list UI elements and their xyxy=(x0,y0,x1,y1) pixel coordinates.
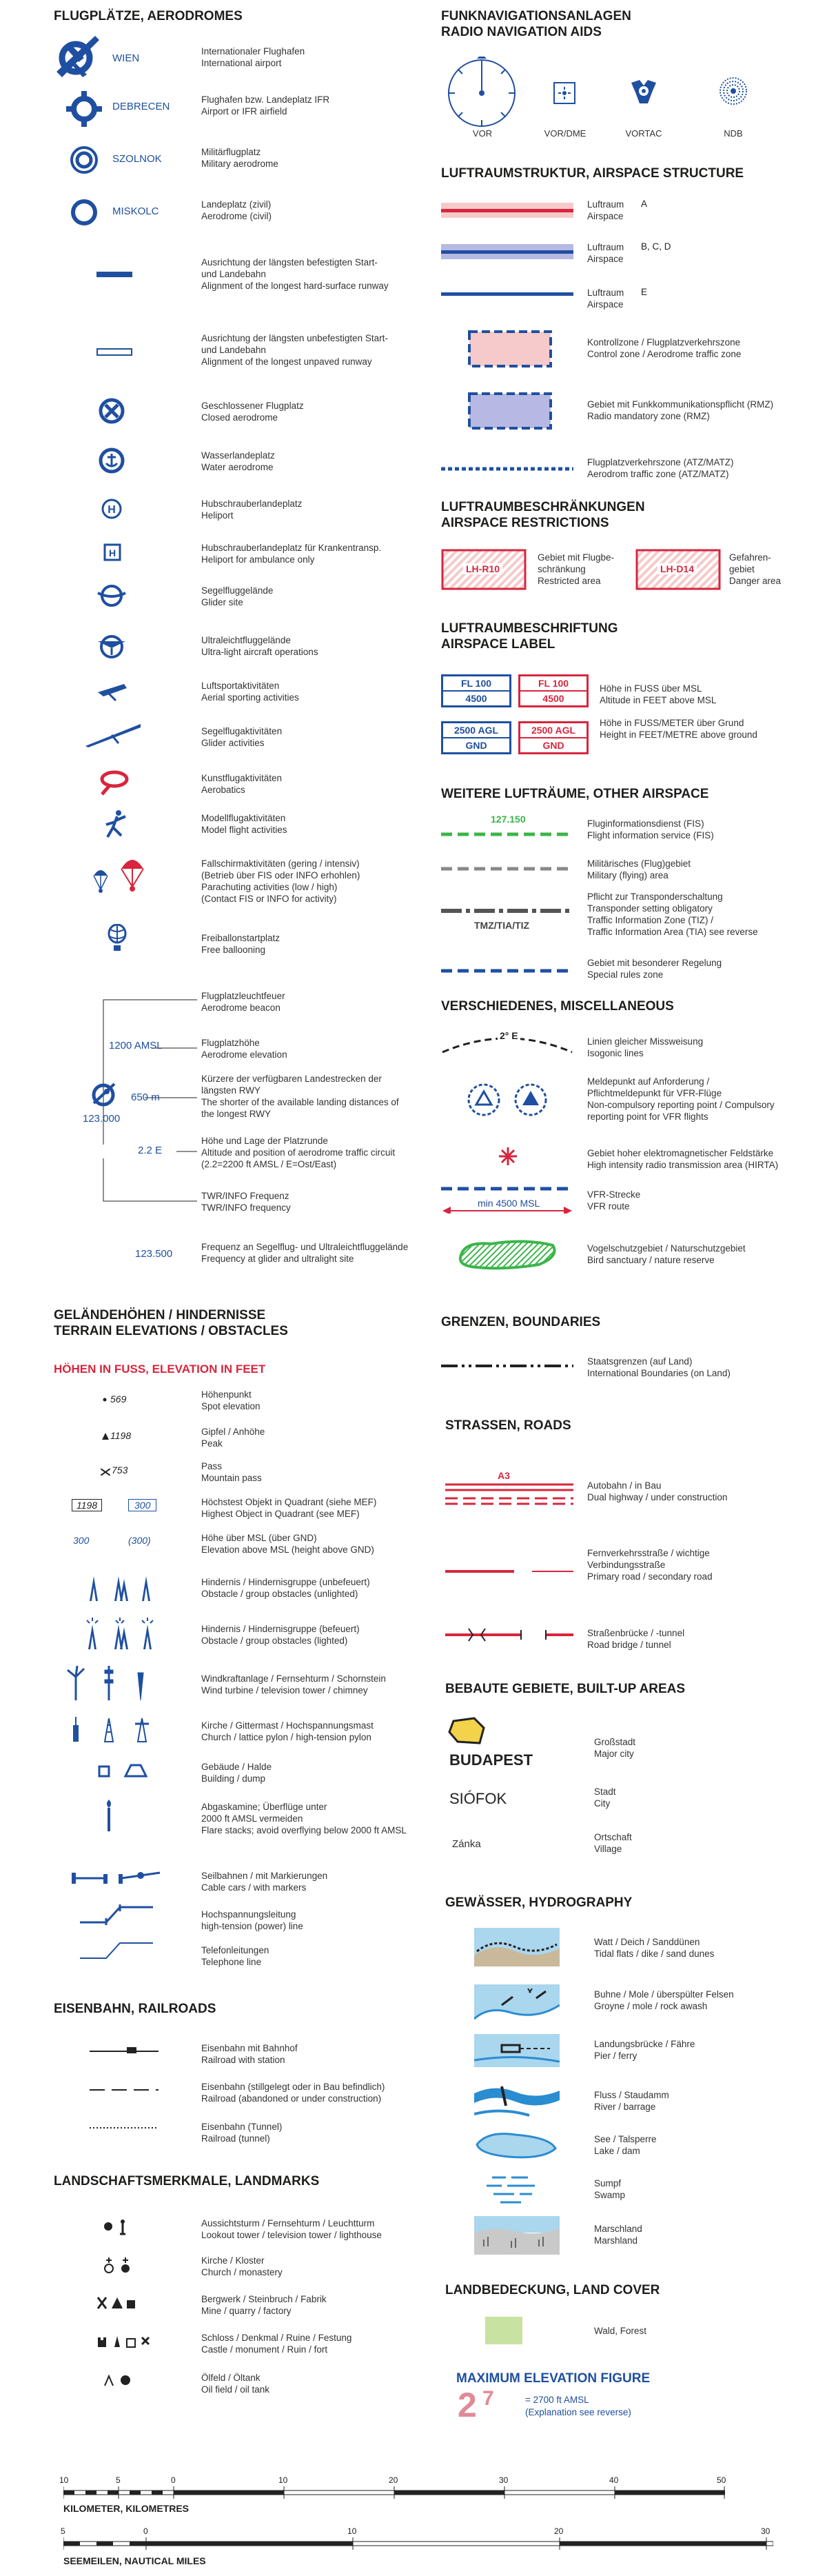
flare-stack-icon xyxy=(103,1800,114,1833)
international-airport-icon xyxy=(48,30,103,85)
castle-monument-icon xyxy=(96,2333,152,2350)
legend-text: Meldepunkt auf Anforderung / Pflichtmeldepunkt für VFR-Flüge Non-compulsory reporting point / Compulsory reporting point for VFR flights xyxy=(587,1076,775,1122)
legend-text: Windkraftanlage / Fernsehturm / Schornstein Wind turbine / television tower / chimney xyxy=(201,1673,386,1695)
legend-text: Kirche / Kloster Church / monastery xyxy=(201,2255,283,2277)
legend-text: Bergwerk / Steinbruch / Fabrik Mine / quarry / factory xyxy=(201,2294,327,2316)
airport-label-debrecen: DEBRECEN xyxy=(112,101,170,112)
legend-text: Seilbahnen / mit Markierungen Cable cars / with markers xyxy=(201,1871,328,1893)
legend-text: Gefahren- gebiet Danger area xyxy=(729,552,782,586)
church-monastery-icon xyxy=(103,2256,138,2275)
legend-text: Fallschirmaktivitäten (gering / intensiv) (Betrieb über FIS oder INFO erhohlen) Parachuting activities (low / high) (Contact FIS or INFO for activity) xyxy=(201,858,360,904)
parachute-icon xyxy=(92,866,109,894)
navaid-label-vordme: VOR/DME xyxy=(544,128,586,139)
section-title-navaids: FUNKNAVIGATIONSANLAGEN RADIO NAVIGATION AIDS xyxy=(441,9,631,39)
nm-scale-bar xyxy=(63,2537,773,2551)
legend-text: Buhne / Mole / überspülter Felsen Groyne / mole / rock awash xyxy=(594,1989,734,2011)
hard-runway-icon xyxy=(96,272,132,279)
airspace-class: E xyxy=(641,287,648,297)
fis-frequency: 127.150 xyxy=(491,814,526,825)
legend-text: Pass Mountain pass xyxy=(201,1461,262,1483)
fl-label-red: FL 100 4500 xyxy=(518,674,589,707)
vor-dme-icon xyxy=(553,81,576,105)
legend-text: Landungsbrücke / Fähre Pier / ferry xyxy=(594,2039,695,2061)
motorway-label: A3 xyxy=(498,1470,510,1481)
legend-text: Segelfluggelände Glider site xyxy=(201,585,274,607)
airport-label-wien: WIEN xyxy=(112,52,140,64)
highest-object-box: 1198 xyxy=(72,1499,102,1511)
legend-text: Modellflugaktivitäten Model flight activities xyxy=(201,813,287,835)
legend-text: Fluss / Staudamm River / barrage xyxy=(594,2090,669,2112)
telephone-line-icon xyxy=(79,1940,154,1961)
legend-text: Eisenbahn (stillgelegt oder in Bau befindlich) Railroad (abandoned or under construction) xyxy=(201,2082,385,2104)
legend-text: Staatsgrenzen (auf Land) International Boundaries (on Land) xyxy=(587,1356,731,1378)
atz-icon xyxy=(441,466,573,472)
civil-aerodrome-icon xyxy=(69,197,99,228)
aerial-sporting-icon xyxy=(96,681,128,703)
legend-text: Watt / Deich / Sanddünen Tidal flats / dike / sand dunes xyxy=(594,1937,715,1959)
legend-text: Wald, Forest xyxy=(594,2326,647,2336)
legend-text: Flugplatzverkehrszone (ATZ/MATZ) Aerodrom traffic zone (ATZ/MATZ) xyxy=(587,457,734,479)
railroad-tunnel-icon xyxy=(90,2125,159,2131)
legend-text: TWR/INFO Frequenz TWR/INFO frequency xyxy=(201,1191,291,1213)
airspace-a-icon xyxy=(441,203,573,219)
airport-label-szolnok: SZOLNOK xyxy=(112,153,162,165)
mountain-pass-icon xyxy=(101,1469,110,1476)
legend-text: See / Talsperre Lake / dam xyxy=(594,2134,657,2156)
dual-highway-icon xyxy=(445,1482,573,1506)
legend-text: Ausrichtung der längsten befestigten Start- und Landebahn Alignment of the longest hard-surface runway xyxy=(201,257,389,291)
major-city-icon xyxy=(447,1717,488,1746)
marshland-icon xyxy=(474,2216,560,2255)
city-name-budapest: BUDAPEST xyxy=(449,1751,533,1769)
boundary-line-icon xyxy=(441,1362,573,1369)
km-tick: 50 xyxy=(717,2475,726,2485)
legend-text: Höhe und Lage der Platzrunde Altitude and position of aerodrome traffic circuit (2.2=2200 ft AMSL / E=Ost/East) xyxy=(201,1136,396,1169)
restricted-area-label: LH-R10 xyxy=(463,563,502,574)
legend-text: Höhe in FUSS über MSL Altitude in FEET above MSL xyxy=(600,683,717,705)
legend-text: Hubschrauberlandeplatz für Krankentransp. Heliport for ambulance only xyxy=(201,543,382,565)
km-scale-bar xyxy=(63,2486,725,2500)
groyne-mole-icon xyxy=(474,1984,560,2020)
agl-label-blue: 2500 AGL GND xyxy=(441,721,511,754)
building-dump-icon xyxy=(98,1762,153,1779)
model-flight-icon xyxy=(102,809,130,840)
section-title-roads: STRASSEN, ROADS xyxy=(445,1418,571,1433)
river-barrage-icon xyxy=(474,2080,560,2121)
section-title-landcover: LANDBEDECKUNG, LAND COVER xyxy=(445,2283,660,2297)
mef-small-digit: 7 xyxy=(482,2387,494,2410)
km-tick: 10 xyxy=(278,2475,288,2485)
nm-scale-label: SEEMEILEN, NAUTICAL MILES xyxy=(63,2555,206,2566)
section-title-terrain: GELÄNDEHÖHEN / HINDERNISSE TERRAIN ELEVATIONS / OBSTACLES xyxy=(54,1308,288,1338)
nm-tick: 10 xyxy=(347,2526,357,2536)
railroad-abandoned-icon xyxy=(90,2086,159,2093)
glider-frequency: 123.500 xyxy=(135,1248,173,1260)
mef-big-digit: 2 xyxy=(458,2386,477,2424)
water-aerodrome-icon xyxy=(98,447,125,474)
aerodrome-elevation: 1200 AMSL xyxy=(109,1040,163,1051)
legend-text: Luftsportaktivitäten Aerial sporting activities xyxy=(201,681,299,703)
legend-text: Sumpf Swamp xyxy=(594,2178,626,2200)
free-balloon-icon xyxy=(108,924,127,953)
legend-text: Flughafen bzw. Landeplatz IFR Airport or IFR airfield xyxy=(201,94,330,117)
legend-text: Hindernis / Hindernisgruppe (befeuert) Obstacle / group obstacles (lighted) xyxy=(201,1624,360,1646)
obstacle-lighted-icon xyxy=(84,1618,160,1651)
peak-icon xyxy=(102,1433,109,1440)
airspace-class: A xyxy=(641,199,648,209)
legend-text: Stadt City xyxy=(594,1787,616,1809)
km-tick: 10 xyxy=(59,2475,69,2485)
legend-text: Ortschaft Village xyxy=(594,1832,632,1854)
section-title-mef: MAXIMUM ELEVATION FIGURE xyxy=(456,2371,651,2386)
fis-line-icon xyxy=(441,832,573,837)
legend-text: Wasserlandeplatz Water aerodrome xyxy=(201,450,275,472)
road-bridge-icon xyxy=(445,1627,573,1642)
obstacle-unlighted-icon xyxy=(87,1575,156,1602)
legend-text: Landeplatz (zivil) Aerodrome (civil) xyxy=(201,199,272,221)
fl-label-blue: FL 100 4500 xyxy=(441,674,511,707)
peak-value: 1198 xyxy=(110,1430,132,1441)
lake-dam-icon xyxy=(474,2128,560,2161)
legend-text: Hindernis / Hindernisgruppe (unbefeuert) Obstacle / group obstacles (unlighted) xyxy=(201,1577,370,1599)
nm-tick: 0 xyxy=(143,2526,148,2536)
legend-text: Ultraleichtfluggelände Ultra-light aircraft operations xyxy=(201,635,318,657)
vortac-icon xyxy=(629,77,659,108)
legend-text: Kirche / Gittermast / Hochspannungsmast Church / lattice pylon / high-tension pylon xyxy=(201,1720,374,1742)
km-tick: 5 xyxy=(116,2475,121,2485)
km-tick: 30 xyxy=(499,2475,509,2485)
oil-field-icon xyxy=(103,2373,138,2387)
legend-text: Höhe in FUSS/METER über Grund Height in FEET/METRE above ground xyxy=(600,718,757,740)
legend-text: Eisenbahn mit Bahnhof Railroad with station xyxy=(201,2043,298,2065)
glider-site-icon xyxy=(96,583,127,608)
legend-text: Telefonleitungen Telephone line xyxy=(201,1945,269,1967)
railroad-station-icon xyxy=(90,2045,159,2055)
legend-text: Kunstflugaktivitäten Aerobatics xyxy=(201,773,283,795)
bird-sanctuary-icon xyxy=(456,1237,560,1271)
legend-text: Frequenz an Segelflug- und Ultraleichtfluggelände Frequency at glider and ultralight site xyxy=(201,1242,409,1264)
svg-text:H: H xyxy=(108,504,116,516)
legend-text: Abgaskamine; Überflüge unter 2000 ft AMSL vermeiden Flare stacks; avoid overflying below 2000 ft AMSL xyxy=(201,1802,407,1835)
swamp-icon xyxy=(487,2173,542,2204)
legend-text: VFR-Strecke VFR route xyxy=(587,1189,641,1211)
navaid-label-ndb: NDB xyxy=(724,128,743,139)
pier-ferry-icon xyxy=(474,2034,560,2067)
rmz-icon xyxy=(467,392,553,430)
danger-area-label: LH-D14 xyxy=(657,563,697,574)
legend-text: Hochspannungsleitung high-tension (power) line xyxy=(201,1909,303,1931)
closed-aerodrome-icon xyxy=(98,397,125,425)
hirta-icon xyxy=(498,1146,518,1167)
legend-text: Gipfel / Anhöhe Peak xyxy=(201,1427,265,1449)
nm-tick: 20 xyxy=(554,2526,564,2536)
legend-text: Marschland Marshland xyxy=(594,2224,642,2246)
legend-text: Gebiet mit besonderer Regelung Special rules zone xyxy=(587,958,722,980)
legend-text: Segelflugaktivitäten Glider activities xyxy=(201,726,283,748)
airspace-bcd-icon xyxy=(441,244,573,261)
legend-text: Höhenpunkt Spot elevation xyxy=(201,1389,261,1411)
primary-road-icon xyxy=(445,1568,573,1575)
legend-text: Aussichtsturm / Fernsehturm / Leuchtturm Lookout tower / television tower / lighthouse xyxy=(201,2218,382,2240)
legend-text: Kontrollzone / Flugplatzverkehrszone Control zone / Aerodrome traffic zone xyxy=(587,337,742,359)
legend-text: Pflicht zur Transponderschaltung Transponder setting obligatory Traffic Information Zone (TIZ) / Traffic Information Area (TIA) see reverse xyxy=(587,892,758,937)
vor-icon xyxy=(445,57,518,130)
glider-activity-icon xyxy=(84,721,142,749)
military-aerodrome-icon xyxy=(69,145,99,175)
section-title-misc: VERSCHIEDENES, MISCELLANEOUS xyxy=(441,999,674,1014)
legend-text: Kürzere der verfügbaren Landestrecken der längsten RWY The shorter of the available landing distances of the longest RWY xyxy=(201,1074,399,1119)
section-subtitle-elevation: HÖHEN IN FUSS, ELEVATION IN FEET xyxy=(54,1362,266,1376)
agl-label-red: 2500 AGL GND xyxy=(518,721,589,754)
nm-tick: 5 xyxy=(61,2526,65,2536)
twr-frequency: 123.000 xyxy=(83,1113,121,1125)
aerodrome-detail-diagram xyxy=(76,986,200,1269)
wind-turbine-icon xyxy=(66,1663,170,1702)
tidal-flats-icon xyxy=(474,1928,560,1966)
section-title-railroads: EISENBAHN, RAILROADS xyxy=(54,2002,216,2016)
tmz-label: TMZ/TIA/TIZ xyxy=(474,920,530,931)
legend-text: Internationaler Flughafen International airport xyxy=(201,46,305,68)
km-tick: 20 xyxy=(389,2475,398,2485)
highest-object-box-blue: 300 xyxy=(128,1499,156,1511)
legend-text: Autobahn / in Bau Dual highway / under construction xyxy=(587,1480,728,1502)
legend-text: Geschlossener Flugplatz Closed aerodrome xyxy=(201,401,304,423)
legend-text: Luftraum Airspace xyxy=(587,199,624,221)
special-rules-icon xyxy=(441,968,573,974)
legend-text: Gebiet hoher elektromagnetischer Feldstärke High intensity radio transmission area (HIRTA) xyxy=(587,1148,779,1170)
pass-value: 753 xyxy=(112,1465,128,1476)
vfr-min-altitude: min 4500 MSL xyxy=(476,1198,542,1209)
section-title-landmarks: LANDSCHAFTSMERKMALE, LANDMARKS xyxy=(54,2174,320,2188)
forest-icon xyxy=(485,2317,522,2344)
section-title-hydrography: GEWÄSSER, HYDROGRAPHY xyxy=(445,1895,633,1910)
ambulance-heliport-icon xyxy=(103,543,121,561)
spot-elevation-icon xyxy=(102,1397,108,1402)
obstacle-msl-value: 300 xyxy=(73,1535,90,1546)
legend-text: Luftraum Airspace xyxy=(587,288,624,310)
unpaved-runway-icon xyxy=(96,348,132,356)
legend-text: Ausrichtung der längsten unbefestigten Start- und Landebahn Alignment of the longest unpaved runway xyxy=(201,333,388,367)
section-title-aerodromes: FLUGPLÄTZE, AERODROMES xyxy=(54,9,243,23)
airport-label-miskolc: MISKOLC xyxy=(112,205,159,217)
ifr-airfield-icon xyxy=(65,90,103,128)
airspace-e-icon xyxy=(441,292,573,298)
ultralight-site-icon xyxy=(95,633,128,661)
nm-tick: 30 xyxy=(761,2526,771,2536)
svg-text:H: H xyxy=(108,547,116,559)
navaid-label-vor: VOR xyxy=(472,128,493,139)
isogonic-value: 2° E xyxy=(498,1030,520,1041)
legend-text: Militärisches (Flug)gebiet Military (flying) area xyxy=(587,858,691,881)
mef-value-text: = 2700 ft AMSL xyxy=(525,2395,589,2405)
circuit-altitude: 2.2 E xyxy=(138,1145,163,1156)
military-area-icon xyxy=(441,866,573,872)
obstacle-gnd-value: (300) xyxy=(128,1535,151,1546)
section-title-label: LUFTRAUMBESCHRIFTUNG AIRSPACE LABEL xyxy=(441,621,618,652)
spot-elevation-value: 569 xyxy=(110,1393,127,1405)
landing-distance: 650 m xyxy=(131,1091,160,1103)
legend-text: Straßenbrücke / -tunnel Road bridge / tunnel xyxy=(587,1628,685,1650)
control-zone-icon xyxy=(467,330,553,368)
km-tick: 0 xyxy=(171,2475,176,2485)
legend-text: Höchstest Objekt in Quadrant (siehe MEF) Highest Object in Quadrant (see MEF) xyxy=(201,1497,377,1519)
legend-text: Fernverkehrsstraße / wichtige Verbindungsstraße Primary road / secondary road xyxy=(587,1548,713,1582)
legend-text: Großstadt Major city xyxy=(594,1737,636,1759)
legend-text: Ölfeld / Öltank Oil field / oil tank xyxy=(201,2373,270,2395)
legend-text: Militärflugplatz Military aerodrome xyxy=(201,147,278,169)
legend-text: Flugplatzleuchtfeuer Aerodrome beacon xyxy=(201,991,285,1013)
village-name-zanka: Zánka xyxy=(452,1838,481,1850)
city-name-siofok: SIÓFOK xyxy=(449,1790,507,1807)
section-title-builtup: BEBAUTE GEBIETE, BUILT-UP AREAS xyxy=(445,1682,686,1696)
legend-text: Luftraum Airspace xyxy=(587,242,624,264)
legend-text: Gebiet mit Funkkommunikationspflicht (RMZ) Radio mandatory zone (RMZ) xyxy=(587,399,774,421)
section-title-restrictions: LUFTRAUMBESCHRÄNKUNGEN AIRSPACE RESTRICTIONS xyxy=(441,500,645,530)
church-pylon-icon xyxy=(69,1715,159,1743)
section-title-airspace: LUFTRAUMSTRUKTUR, AIRSPACE STRUCTURE xyxy=(441,166,744,181)
legend-text: Gebäude / Halde Building / dump xyxy=(201,1762,272,1784)
legend-text: Vogelschutzgebiet / Naturschutzgebiet Bird sanctuary / nature reserve xyxy=(587,1243,746,1265)
ndb-icon xyxy=(718,76,748,106)
heliport-icon xyxy=(101,498,123,520)
km-scale-label: KILOMETER, KILOMETRES xyxy=(63,2503,189,2514)
legend-text: Eisenbahn (Tunnel) Railroad (tunnel) xyxy=(201,2122,283,2144)
legend-text: Freiballonstartplatz Free ballooning xyxy=(201,933,280,955)
legend-text: Höhe über MSL (über GND) Elevation above MSL (height above GND) xyxy=(201,1533,374,1555)
parachute-intensive-icon xyxy=(120,855,145,894)
legend-text: Flugplatzhöhe Aerodrome elevation xyxy=(201,1038,287,1060)
reporting-point-icon xyxy=(463,1083,553,1117)
legend-text: Linien gleicher Missweisung Isogonic lines xyxy=(587,1036,704,1058)
legend-text: Schloss / Denkmal / Ruine / Festung Castle / monument / Ruin / fort xyxy=(201,2333,352,2355)
tmz-line-icon xyxy=(441,907,573,914)
lookout-tower-icon xyxy=(102,2217,136,2235)
mine-quarry-factory-icon xyxy=(96,2295,138,2311)
section-title-other-airspace: WEITERE LUFTRÄUME, OTHER AIRSPACE xyxy=(441,787,709,801)
power-line-icon xyxy=(79,1904,154,1925)
legend-text: Fluginformationsdienst (FIS) Flight information service (FIS) xyxy=(587,818,714,841)
navaid-label-vortac: VORTAC xyxy=(625,128,662,139)
km-tick: 40 xyxy=(609,2475,619,2485)
aerobatics-icon xyxy=(96,768,132,796)
legend-text: Hubschrauberlandeplatz Heliport xyxy=(201,499,303,521)
cable-car-icon xyxy=(72,1869,161,1885)
legend-text: Gebiet mit Flugbe- schränkung Restricted area xyxy=(538,552,615,586)
mef-explanation: (Explanation see reverse) xyxy=(525,2407,631,2417)
section-title-boundaries: GRENZEN, BOUNDARIES xyxy=(441,1315,601,1329)
airspace-class: B, C, D xyxy=(641,241,671,252)
